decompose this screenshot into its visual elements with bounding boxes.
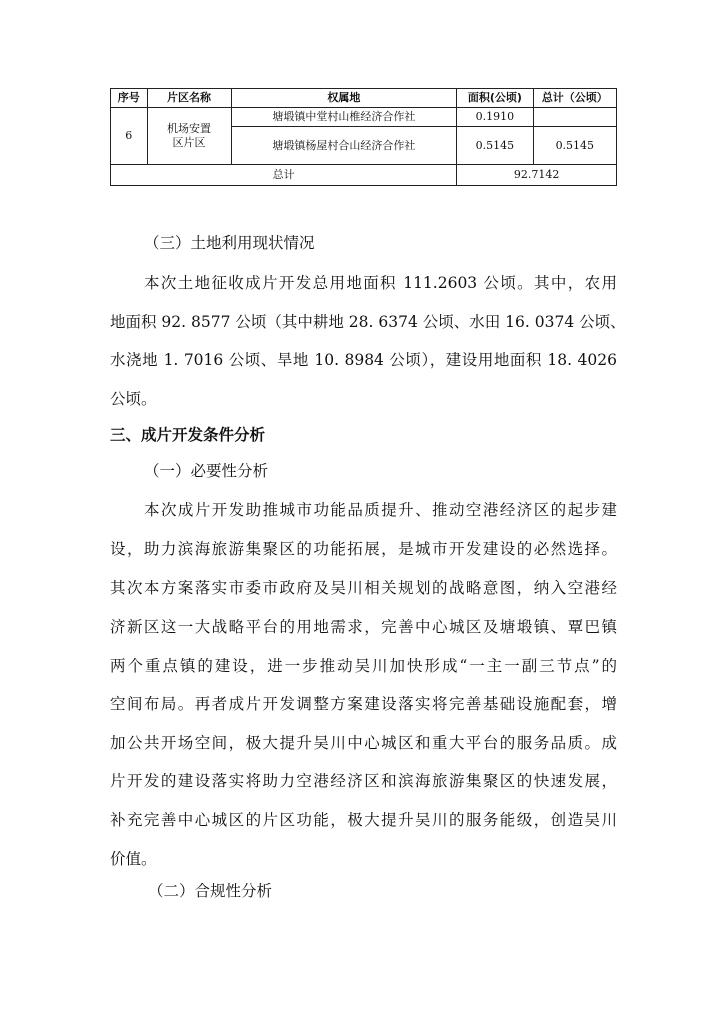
paragraph-line: 地面积 92. 8577 公顷（其中耕地 28. 6374 公顷、水田 16. 0374 公顷、	[110, 313, 626, 331]
paragraph-line: 其次本方案落实市委市政府及吴川相关规划的战略意图，纳入空港经	[110, 579, 617, 597]
table-total-row	[111, 165, 617, 186]
land-area-table	[110, 88, 617, 186]
table-row	[111, 108, 617, 127]
zone-line1: 机场安置	[167, 122, 212, 136]
header-zone: 片区名称	[147, 89, 231, 108]
paragraph-line: 价值。	[110, 850, 157, 868]
paragraph-line: 设，助力滨海旅游集聚区的功能拓展，是城市开发建设的必然选择。	[110, 540, 617, 558]
sub1-heading: （一）必要性分析	[144, 462, 269, 480]
cell-area: 0.5145	[457, 127, 533, 165]
section3-heading: （三）土地利用现状情况	[144, 234, 315, 252]
cell-owner: 塘塅镇杨屋村合山经济合作社	[231, 127, 457, 165]
paragraph-line: 两个重点镇的建设，进一步推动吴川加快形成“一主一副三节点”的	[110, 657, 617, 675]
cell-area: 0.1910	[457, 108, 533, 127]
paragraph-line: 加公共开场空间，极大提升吴川中心城区和重大平台的服务品质。成	[110, 734, 617, 752]
table-header-row	[111, 89, 617, 108]
main-heading: 三、成片开发条件分析	[110, 426, 266, 444]
cell-total: 0.5145	[533, 127, 616, 165]
paragraph-line: 空间布局。再者成片开发调整方案建设落实将完善基础设施配套，增	[110, 695, 617, 713]
total-label: 总计	[111, 165, 457, 186]
header-no: 序号	[111, 89, 148, 108]
header-area: 面积(公顷)	[457, 89, 533, 108]
header-total: 总计（公顷）	[533, 89, 616, 108]
total-value: 92.7142	[457, 165, 617, 186]
cell-zone	[147, 108, 231, 165]
cell-owner: 塘塅镇中堂村山椎经济合作社	[231, 108, 457, 127]
paragraph-line: 片开发的建设落实将助力空港经济区和滨海旅游集聚区的快速发展，	[110, 772, 617, 790]
zone-line2: 区片区	[172, 136, 206, 149]
cell-no: 6	[111, 108, 148, 165]
paragraph-line: 本次土地征收成片开发总用地面积 111.2603 公顷。其中，农用	[144, 274, 617, 292]
paragraph-line: 公顷。	[110, 390, 157, 408]
header-owner: 权属地	[231, 89, 457, 108]
paragraph-line: 水浇地 1. 7016 公顷、旱地 10. 8984 公顷），建设用地面积 18. 4026	[110, 351, 617, 369]
sub2-heading: （二）合规性分析	[148, 882, 273, 900]
paragraph-line: 本次成片开发助推城市功能品质提升、推动空港经济区的起步建	[144, 501, 617, 519]
cell-total-empty	[533, 108, 616, 127]
paragraph-line: 补充完善中心城区的片区功能，极大提升吴川的服务能级，创造吴川	[110, 811, 617, 829]
paragraph-line: 济新区这一大战略平台的用地需求，完善中心城区及塘塅镇、覃巴镇	[110, 618, 617, 636]
